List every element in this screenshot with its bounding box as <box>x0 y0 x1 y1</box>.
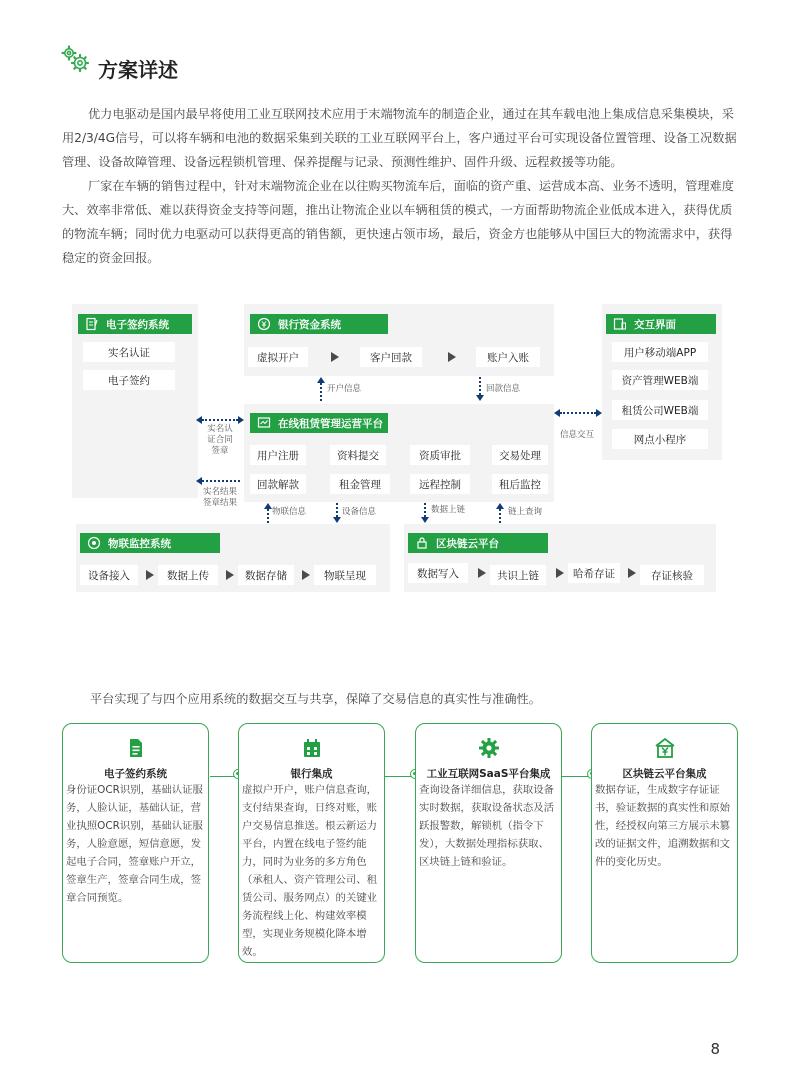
platform-item-register: 用户注册 <box>250 445 306 465</box>
interface-item-leasing-web: 租赁公司WEB端 <box>612 400 708 420</box>
bank-item-virtual-account: 虚拟开户 <box>248 347 308 367</box>
card-bank <box>238 723 385 963</box>
interface-title: 交互界面 <box>634 318 676 331</box>
label-realname-result: 实名结果 签章结果 <box>202 487 237 508</box>
down-arrow-icon <box>421 517 429 523</box>
iot-item-display: 物联呈现 <box>314 565 376 585</box>
platform-item-post-monitor: 租后监控 <box>492 474 548 494</box>
iot-system-header <box>80 533 220 553</box>
bank-system-title: 银行资金系统 <box>278 318 341 331</box>
iot-item-upload: 数据上传 <box>158 565 218 585</box>
iot-item-access: 设备接入 <box>80 565 138 585</box>
page-number: 8 <box>710 1040 720 1058</box>
card-esign <box>62 723 209 963</box>
esign-item-realname: 实名认证 <box>83 342 175 362</box>
platform-item-approval: 资质审批 <box>410 445 470 465</box>
label-data-upload: 数据上链 <box>431 505 466 515</box>
esign-item-contract: 电子签约 <box>83 370 175 390</box>
contract-icon <box>85 317 99 331</box>
flow-arrow-icon <box>331 352 339 362</box>
bank-icon <box>300 736 324 760</box>
bank-item-account-entry: 账户入账 <box>476 347 540 367</box>
label-chain-query: 链上查询 <box>508 507 543 517</box>
summary-text: 平台实现了与四个应用系统的数据交互与共享，保障了交易信息的真实性与准确性。 <box>90 692 541 706</box>
coin-icon <box>257 317 271 331</box>
chain-item-hash: 哈希存证 <box>568 563 620 583</box>
card-blockchain-text: 数据存证，生成数字存证证书，验证数据的真实性和原始性，经授权向第三方展示未篡改的证据文件，追溯数据和文件的变化历史。 <box>595 784 731 868</box>
cloud-lock-icon <box>415 536 429 550</box>
section-title: 方案详述 <box>98 58 178 82</box>
flow-arrow-icon <box>478 568 486 578</box>
connector-data-upload <box>424 503 426 517</box>
connector-realname-sign <box>202 419 238 421</box>
label-realname-sign: 实名认 证合同 签章 <box>207 424 233 456</box>
leasing-platform-header <box>250 413 388 433</box>
card-blockchain-title: 区块链云平台集成 <box>622 768 707 780</box>
gear-icon <box>477 736 501 760</box>
flow-arrow-icon <box>226 570 234 580</box>
interface-header <box>606 314 716 334</box>
connector-realname-result <box>202 480 240 482</box>
down-arrow-icon <box>476 395 484 401</box>
card-saas-text: 查询设备详细信息，获取设备实时数据，获取设备状态及活跃报警数，解锁机（指令下发），大数据处理指标获取、区块链上链和验证。 <box>419 784 555 868</box>
chain-item-write: 数据写入 <box>408 563 468 583</box>
label-iot-info: 物联信息 <box>272 507 307 517</box>
connector-open-info <box>320 383 322 401</box>
right-arrow-icon <box>238 416 244 424</box>
card-bank-text: 虚拟户开户，账户信息查询，支付结果查询，日终对账，账户交易信息推送。根云新运力平台，内置在线电子签约能力，同时为业务的多方角色（承租人、资产管理公司、租赁公司、服务网点）的关键业务流程线上化、构建效率模型，实现业务规模化降本增效。 <box>242 784 378 958</box>
label-info-exchange: 信息交互 <box>560 430 595 440</box>
flow-arrow-icon <box>628 568 636 578</box>
yuan-icon <box>653 736 677 760</box>
label-open-info: 开户信息 <box>327 384 362 394</box>
label-repay-info: 回款信息 <box>486 384 521 394</box>
card-esign-title: 电子签约系统 <box>104 768 167 780</box>
esign-system-title: 电子签约系统 <box>106 318 169 331</box>
flow-arrow-icon <box>448 352 456 362</box>
connector-chain-query <box>499 509 501 523</box>
card-bank-title: 银行集成 <box>290 768 333 780</box>
platform-item-transaction: 交易处理 <box>492 445 548 465</box>
card-saas <box>415 723 562 963</box>
intro-paragraph: 优力电驱动是国内最早将使用工业互联网技术应用于末端物流车的制造企业，通过在其车载电池上集成信息采集模块，采用2/3/4G信号，可以将车辆和电池的数据采集到关联的工业互联网平台上，客户通过平台可实现设备位置管理、设备工况数据管理、设备故障管理、设备远程锁机管理、保养提醒与记录、预测性维护、固件升级、远程救援等功能。 <box>62 107 737 169</box>
interface-item-mini-program: 网点小程序 <box>612 429 708 449</box>
chain-item-verify: 存证核验 <box>640 565 704 585</box>
iot-item-storage: 数据存储 <box>238 565 294 585</box>
iot-system-title: 物联监控系统 <box>108 537 171 550</box>
blockchain-title: 区块链云平台 <box>436 537 499 550</box>
background-paragraph: 厂家在车辆的销售过程中，针对末端物流企业在以往购买物流车后，面临的资产重、运营成本高、业务不透明，管理难度大、效率非常低、难以获得资金支持等问题，推出让物流企业以车辆租赁的模式，一方面帮助物流企业低成本进入，获得优质的物流车辆；同时优力电驱动可以获得更高的销售额，更快速占领市场，最后，资金方也能够从中国巨大的物流需求中，获得稳定的资金回报。 <box>62 179 734 265</box>
device-icon <box>613 317 627 331</box>
bank-system-header <box>250 314 388 334</box>
bank-item-repayment: 客户回款 <box>360 347 422 367</box>
leasing-platform-title: 在线租赁管理运营平台 <box>278 417 383 430</box>
card-esign-text: 身份证OCR识别，基础认证服务，人脸认证，基础认证，营业执照OCR识别，基础认证服务，人脸意愿，短信意愿，发起电子合同，签章账户开立，签章生产，签章合同生成，签章合同预览。 <box>66 784 203 904</box>
flow-arrow-icon <box>302 570 310 580</box>
connector-device-info <box>336 503 338 517</box>
down-arrow-icon <box>333 517 341 523</box>
platform-item-repay-release: 回款解款 <box>250 474 306 494</box>
platform-item-submit: 资料提交 <box>330 445 386 465</box>
platform-item-remote-control: 远程控制 <box>410 474 470 494</box>
sensor-icon <box>87 536 101 550</box>
platform-item-rent-management: 租金管理 <box>330 474 390 494</box>
connector-info-exchange <box>560 412 596 414</box>
interface-item-asset-web: 资产管理WEB端 <box>612 370 708 390</box>
card-blockchain <box>591 723 738 963</box>
esign-system-header <box>78 314 192 334</box>
document-icon <box>124 736 148 760</box>
interface-item-mobile-app: 用户移动端APP <box>612 342 708 362</box>
blockchain-header <box>408 533 548 553</box>
label-device-info: 设备信息 <box>342 507 377 517</box>
flow-arrow-icon <box>146 570 154 580</box>
connector-repay-info <box>479 377 481 395</box>
gears-icon <box>60 44 90 74</box>
connector-iot-info <box>267 509 269 523</box>
chain-item-consensus: 共识上链 <box>490 565 546 585</box>
right-arrow-icon <box>596 409 602 417</box>
chart-monitor-icon <box>257 416 271 430</box>
card-saas-title: 工业互联网SaaS平台集成 <box>426 768 551 780</box>
flow-arrow-icon <box>556 568 564 578</box>
